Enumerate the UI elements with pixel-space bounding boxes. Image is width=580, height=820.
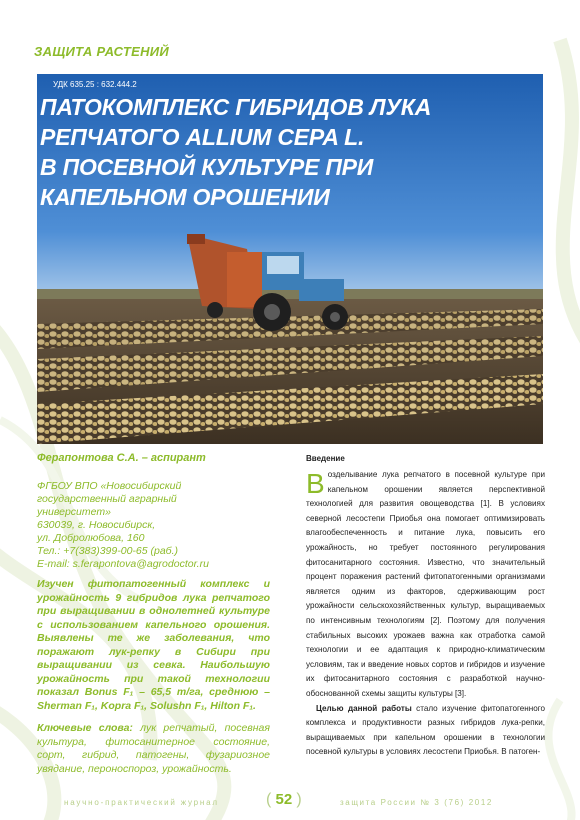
email-link[interactable]: E-mail: s.ferapontova@agrodoctor.ru bbox=[37, 558, 209, 570]
drop-cap: В bbox=[306, 468, 325, 499]
keywords-text: лук репчатый, посевная культура, фитосанитерное состояние, сорт, гибрид, патогены, фузариозное увядание, пероноспороз, урожайность. bbox=[37, 722, 271, 775]
body-text bbox=[306, 468, 545, 760]
paragraph-text: стало изучение фитопатогенного комплекса и продуктивности разных гибридов лука-репки, выращиваемых при капельном орошении в технологии посевной культуры в условиях лесостепи Приобья. В патоген- bbox=[306, 703, 545, 757]
keywords bbox=[37, 722, 270, 776]
affiliation-line: Тел.: +7(383)399-00-65 (раб.) bbox=[37, 545, 178, 557]
page-number bbox=[266, 791, 302, 809]
footer-journal-issue: защита России № 3 (76) 2012 bbox=[340, 798, 493, 807]
affiliation-line: государственный аграрный bbox=[37, 493, 177, 505]
paragraph-lead: Целью данной работы bbox=[316, 703, 412, 713]
intro-heading: Введение bbox=[306, 454, 345, 463]
title-line: РЕПЧАТОГО ALLIUM CEPA L. bbox=[40, 124, 365, 150]
paragraph bbox=[306, 702, 545, 760]
abstract: Изучен фитопатогенный комплекс и урожайность 9 гибридов лука репчатого при выращивании в однолетней культуре с использованием капельного орошения. Выявлены те же заболевания, что поражают лук-репку в Сибири при выращивании из севка. Наибольшую урожайность при такой технологии показал Bonus F₁ – 65,5 т/га, среднюю – Sherman F₁, Kopra F₁, Solushn F₁, Hilton F₁. bbox=[37, 578, 270, 712]
affiliation-line: ФГБОУ ВПО «Новосибирский bbox=[37, 480, 182, 492]
udk-code: УДК 635.25 : 632.444.2 bbox=[53, 80, 137, 89]
title-line: ПАТОКОМПЛЕКС ГИБРИДОВ ЛУКА bbox=[40, 94, 432, 120]
paragraph bbox=[306, 468, 545, 702]
page-bracket-left: ( bbox=[266, 791, 272, 808]
affiliation-line: 630039, г. Новосибирск, bbox=[37, 519, 156, 531]
page-number-value: 52 bbox=[275, 791, 293, 808]
affiliation bbox=[37, 480, 257, 571]
section-label: ЗАЩИТА РАСТЕНИЙ bbox=[34, 44, 170, 59]
page-bracket-right: ) bbox=[296, 791, 302, 808]
author-name: Ферапонтова С.А. – аспирант bbox=[37, 452, 206, 464]
affiliation-line: ул. Добролюбова, 160 bbox=[37, 532, 145, 544]
title-line: В ПОСЕВНОЙ КУЛЬТУРЕ ПРИ bbox=[40, 154, 374, 180]
keywords-label: Ключевые слова: bbox=[37, 722, 133, 734]
title-line: КАПЕЛЬНОМ ОРОШЕНИИ bbox=[40, 184, 330, 210]
article-title bbox=[40, 92, 540, 212]
footer-journal-type: научно-практический журнал bbox=[64, 798, 219, 807]
paragraph-text: озделывание лука репчатого в посевной культуре при капельном орошении является перспективной технологией для развития овощеводства [1]. В условиях северной лесостепи Приобья она помогает оптимизировать влагообеспеченность и питание лука, повысить его урожайность, но требует постоянного регулирования фитосанитарного состояния. Известно, что значительный процент поражения растений фитопатогенными организмами является одним из факторов, сдерживающим рост урожайности сельскохозяйственных культур, выращиваемых по интенсивным технологиям [2]. Поэтому для получения стабильных высоких урожаев важна как отработка самой технологии и ее адаптация к природно-климатическим условиям, так и введение новых сортов и гибридов и изучение их фитосанитарного состояния с разработкой научно-обоснованной схемы защиты культуры [3]. bbox=[306, 470, 545, 698]
affiliation-line: университет» bbox=[37, 506, 111, 518]
